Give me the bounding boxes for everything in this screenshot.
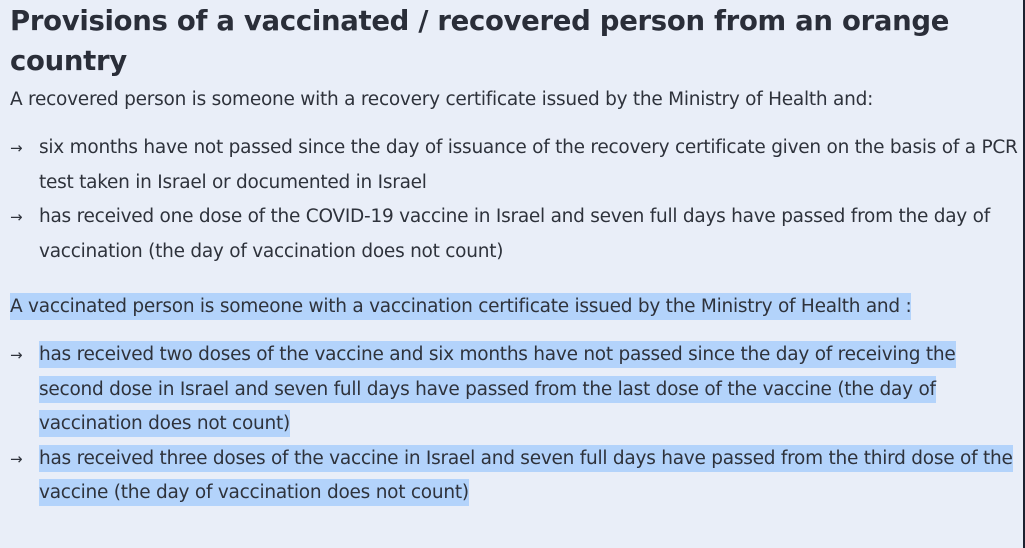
arrow-icon: →: [10, 449, 23, 468]
list-item-text: six months have not passed since the day of issuance of the recovery certificate given on the basis of a PCR test taken in Israel or documented in Israel: [39, 137, 1018, 193]
section-heading: Provisions of a vaccinated / recovered person from an orange country: [10, 5, 950, 77]
recovered-definition: A recovered person is someone with a recovery certificate issued by the Ministry of Health and:: [10, 89, 874, 110]
article-content: [10, 0, 1020, 511]
vaccinated-definition: [10, 290, 1020, 324]
list-item: [10, 442, 1020, 511]
arrow-icon: →: [10, 139, 23, 157]
list-item-text: has received one dose of the COVID-19 vaccine in Israel and seven full days have passed from the day of vaccination (the day of vaccination does not count): [39, 206, 990, 262]
list-item: [10, 200, 1020, 269]
arrow-icon: →: [10, 208, 23, 226]
list-item: [10, 338, 1020, 442]
arrow-icon: →: [10, 346, 23, 364]
vaccinated-conditions-list: [10, 338, 1020, 511]
recovered-conditions-list: [10, 131, 1020, 269]
selected-text: A vaccinated person is someone with a vaccination certificate issued by the Ministry of Health and :: [10, 293, 911, 320]
selected-text: has received two doses of the vaccine and six months have not passed since the day of receiving the second dose in Israel and seven full days have passed from the last dose of the vaccine (the day of vaccination does not count): [39, 341, 956, 437]
selected-text: has received three doses of the vaccine in Israel and seven full days have passed from the third dose of the vaccine (the day of vaccination does not count): [39, 445, 1013, 507]
list-item: [10, 131, 1020, 200]
